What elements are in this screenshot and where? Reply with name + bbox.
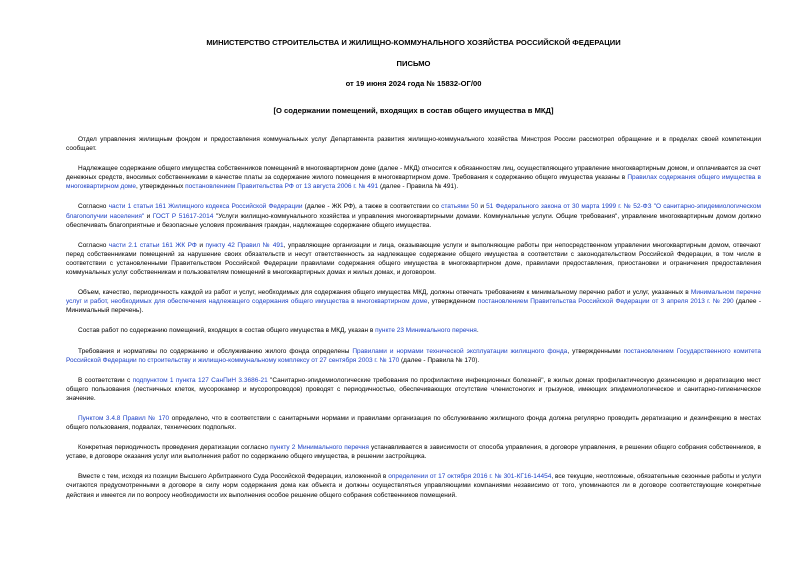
document-link[interactable]: определении от 17 октября 2016 г. № 301-КГ16-14454 — [388, 473, 552, 481]
paragraph — [66, 472, 761, 499]
paragraph-text: и — [144, 212, 153, 220]
paragraph — [66, 202, 761, 229]
paragraph — [66, 241, 761, 277]
paragraph — [66, 347, 761, 365]
document-subject: [О содержании помещений, входящих в состав общего имущества в МКД] — [273, 106, 554, 115]
paragraph-text: Объем, качество, периодичность каждой из работ и услуг, необходимых для содержания общего имущества МКД, должны отвечать требованиям к минимальному перечню работ и услуг, указанных в — [78, 289, 691, 297]
document-link[interactable]: Минимальном перечне услуг и работ, необходимых для обеспечения надлежащего содержания общего имущества в многоквартирном доме — [66, 289, 761, 306]
document-link[interactable]: Правилах содержания общего имущества в многоквартирном доме — [66, 174, 761, 191]
document-type: ПИСЬМО — [396, 59, 431, 68]
paragraph-text: В соответствии с — [78, 376, 133, 384]
paragraph-text: (далее - Правила № 491). — [378, 183, 459, 191]
document-link[interactable]: пункту 2 Минимального перечня — [270, 444, 369, 452]
paragraph-text: , управляющие организации и лица, оказывающие услуги и выполняющие работы при непосредственном управлении многоквартирным домом, отвечают перед собственниками помещений за нарушение своих обязательств и несут ответственность за надлежащее содержание общего имущества в соответствии с законодательством Российской Федерации, в том числе в соответствии с установленными Правительством Российской Федерации правилами содержания общего имущества в многоквартирном доме, правилами предоставления, приостановки и ограничения предоставления коммунальных услуг собственникам и пользователям помещений в многоквартирных домах и жилых домах, и договором. — [66, 241, 761, 277]
paragraph-text: Надлежащее содержание общего имущества собственников помещений в многоквартирном доме (далее - МКД) относится к обязанностям лиц, осуществляющего управление многоквартирным домом, и оплачивается за счет денежных средств, вносимых собственниками в качестве платы за содержание жилого помещения в многоквартирном доме. Требования к содержанию общего имущества указаны в — [66, 165, 761, 182]
paragraph-text: (далее - ЖК РФ), а также в соответствии со — [302, 203, 442, 211]
paragraph — [66, 414, 761, 432]
document-link[interactable]: 51 Федерального закона от 30 марта 1999 г. № 52-ФЗ "О санитарно-эпидемиологическом благополучии населения" — [66, 203, 761, 220]
document-link[interactable]: подпунктом 1 пункта 127 СанПиН 3.3686-21 — [132, 376, 268, 384]
document-link[interactable]: пункту 42 Правил № 491 — [205, 241, 284, 249]
paragraph — [66, 376, 761, 403]
paragraph-text: Состав работ по содержанию помещений, входящих в состав общего имущества в МКД, указан в — [78, 327, 376, 335]
paragraph-text: Согласно — [78, 241, 109, 249]
document-body — [66, 135, 761, 500]
document-link[interactable]: статьями 50 — [441, 203, 479, 211]
paragraph — [66, 443, 761, 461]
paragraph-text: , утвержденными — [567, 347, 624, 355]
paragraph — [66, 135, 761, 153]
paragraph-text: , утвержденных — [136, 183, 186, 191]
paragraph-text: (далее - Минимальный перечень). — [66, 298, 762, 315]
paragraph-text: устанавливается в зависимости от способа управления, в договоре управления, в решении общего собрания собственников, в уставе, в договоре оказания услуг или выполнения работ по содержанию общего имущества, в решении застройщика. — [66, 444, 761, 461]
document-link[interactable]: части 2.1 статьи 161 ЖК РФ — [108, 241, 197, 249]
document-link[interactable]: ГОСТ Р 51617-2014 — [152, 212, 214, 220]
paragraph-text: определено, что в соответствии с санитарными нормами и правилами организация по обслуживанию жилищного фонда должна регулярно проводить дератизацию и дезинфекцию в местах общего пользования, подвалах, технических подпольях. — [66, 414, 761, 432]
paragraph-text: (далее - Правила № 170). — [399, 356, 480, 364]
paragraph-text: "Санитарно-эпидемиологические требования по профилактике инфекционных болезней", в жилых домах профилактическую дезинсекцию и дератизацию мест общего пользования (лестничных клеток, мусорокамер и мусоропроводов) проводят с периодичностью, обеспечивающих отсутствие членистоногих и грызунов, имеющих эпидемиологическое и санитарно-гигиеническое значение. — [66, 376, 762, 402]
paragraph-text: Требования и нормативы по содержанию и обслуживанию жилого фонда определены — [78, 347, 353, 355]
paragraph-text: Конкретная периодичность проведения дератизации согласно — [78, 444, 271, 452]
document-link[interactable]: постановлением Правительства РФ от 13 августа 2006 г. № 491 — [185, 183, 379, 191]
document-link[interactable]: Правилами и нормами технической эксплуатации жилищного фонда — [352, 347, 568, 355]
document-link[interactable]: пункте 23 Минимального перечня — [375, 327, 477, 335]
document-link[interactable]: части 1 статьи 161 Жилищного кодекса Российской Федерации — [108, 203, 303, 211]
document-link[interactable]: постановлением Правительства Российской Федерации от 3 апреля 2013 г. № 290 — [477, 298, 734, 306]
paragraph-text: и — [478, 203, 487, 211]
paragraph-text: и — [196, 241, 206, 249]
paragraph-text: Вместе с тем, исходя из позиции Высшего Арбитражного Суда Российской Федерации, изложенной в — [78, 473, 389, 481]
paragraph-text: , утвержденном — [427, 298, 478, 306]
ministry-title: МИНИСТЕРСТВО СТРОИТЕЛЬСТВА И ЖИЛИЩНО-КОММУНАЛЬНОГО ХОЗЯЙСТВА РОССИЙСКОЙ ФЕДЕРАЦИИ — [206, 38, 621, 47]
paragraph-text: Отдел управления жилищным фондом и предоставления коммунальных услуг Департамента развития жилищно-коммунального хозяйства Минстроя России рассмотрел обращение и в пределах своей компетенции сообщает. — [66, 136, 761, 153]
paragraph — [66, 326, 761, 335]
document-link[interactable]: Пунктом 3.4.8 Правил № 170 — [78, 414, 170, 422]
paragraph-text: "Услуги жилищно-коммунального хозяйства и управления многоквартирными домами. Коммунальные услуги. Общие требования", управление многоквартирным домом должно обеспечивать благоприятные и безопасные условия проживания граждан, надлежащее содержание общего имущества. — [66, 212, 761, 229]
document-link[interactable]: постановлением Государственного комитета Российской Федерации по строительству и жилищно-коммунальному комплексу от 27 сентября 2003 г. № 170 — [66, 347, 761, 364]
paragraph-text: Согласно — [78, 203, 109, 211]
paragraph — [66, 164, 761, 191]
paragraph-text: , все текущие, неотложные, обязательные сезонные работы и услуги считаются предусмотренными в договоре в силу норм содержания дома как объекта и должны осуществляться управляющими компаниями независимо от того, упоминаются ли в договоре соответствующие конкретные действия и имеется ли по вопросу необходимости их выполнения особое решение общего собрания собственников помещений. — [66, 473, 761, 499]
paragraph-text: . — [476, 327, 479, 335]
document-date-number: от 19 июня 2024 года № 15832-ОГ/00 — [345, 79, 482, 88]
paragraph — [66, 288, 761, 315]
